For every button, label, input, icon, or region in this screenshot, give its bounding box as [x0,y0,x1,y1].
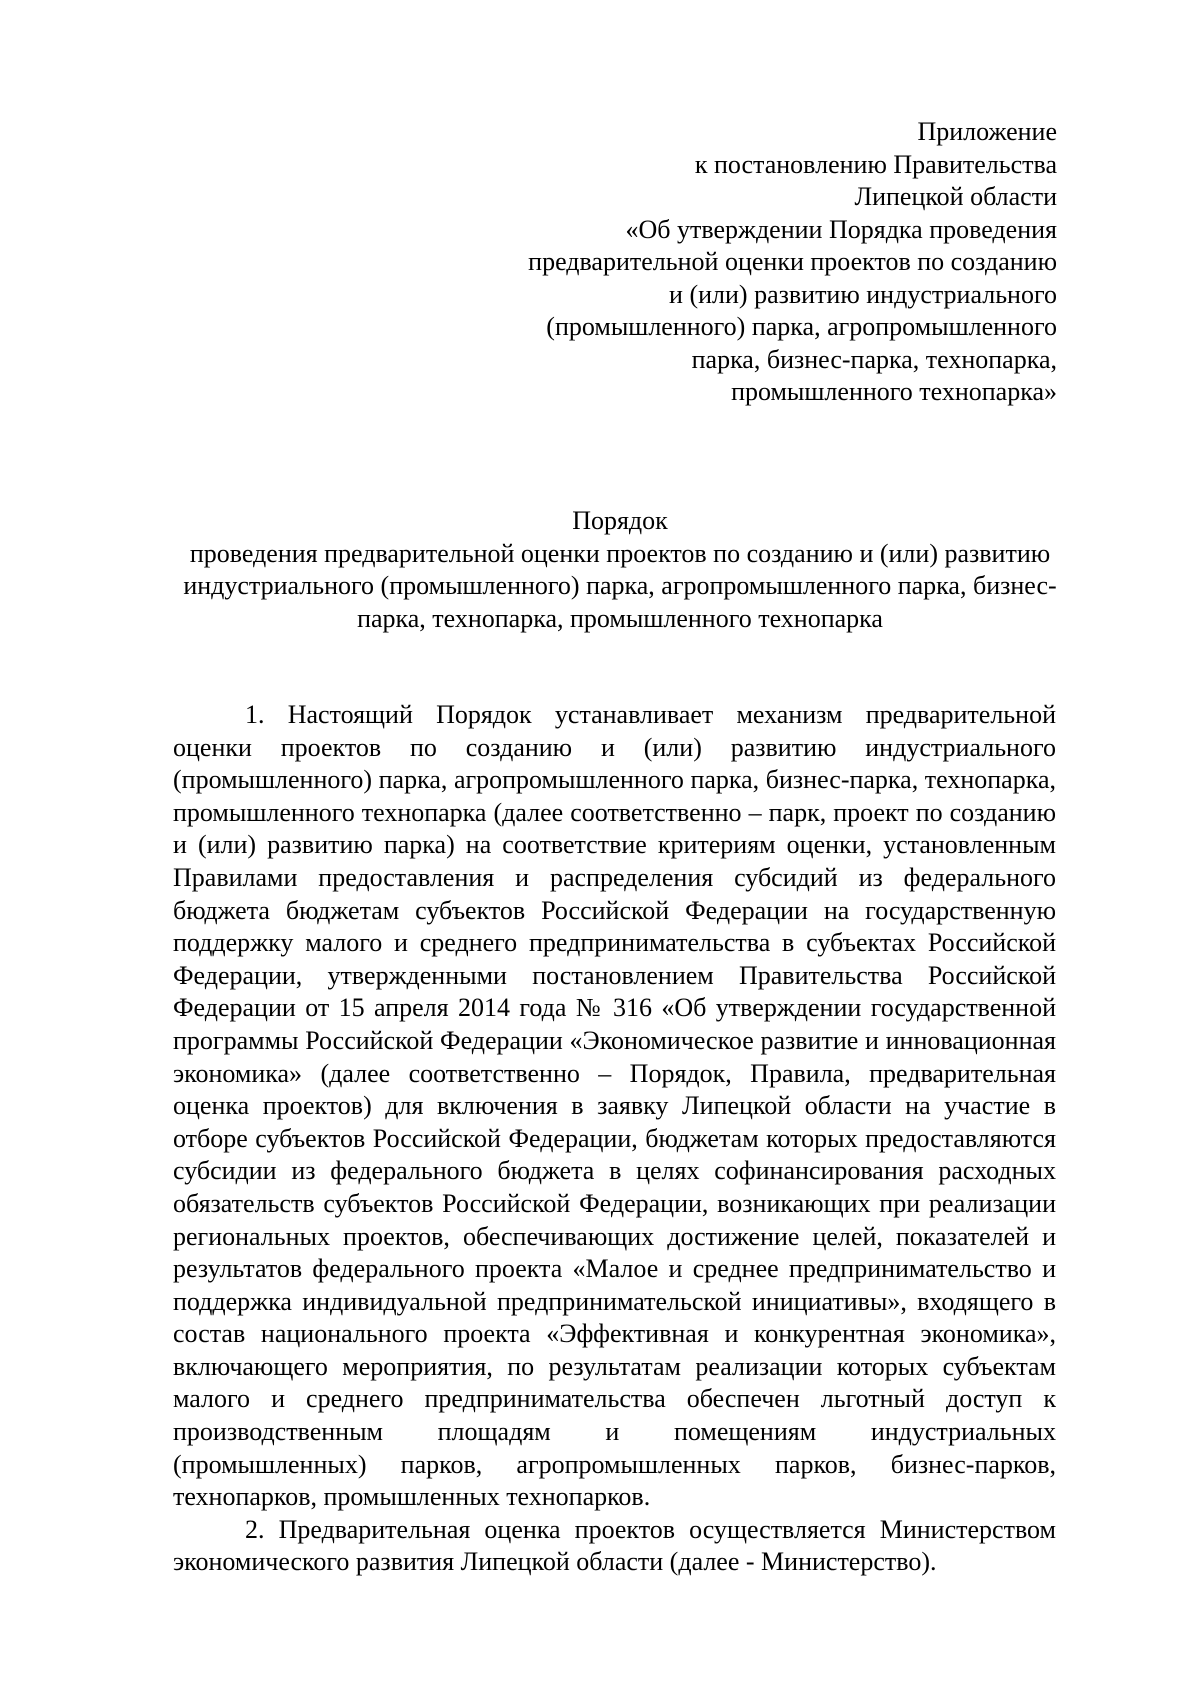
appendix-line: парка, бизнес-парка, технопарка, [691,344,1057,374]
appendix-line: «Об утверждении Порядка проведения [625,214,1057,244]
document-title [180,505,1060,635]
document-body [173,699,1056,1579]
title-line: парка, технопарка, промышленного технопарка [357,603,883,633]
paragraph-1: 1. Настоящий Порядок устанавливает механизм предварительной оценки проектов по созданию и (или) развитию индустриального (промышленного) парка, агропромышленного парка, бизнес-парка, технопарка, промышленного технопарка (далее соответственно – парк, проект по созданию и (или) развитию парка) на соответствие критериям оценки, установленным Правилами предоставления и распределения субсидий из федерального бюджета бюджетам субъектов Российской Федерации на государственную поддержку малого и среднего предпринимательства в субъектах Российской Федерации, утвержденными постановлением Правительства Российской Федерации от 15 апреля 2014 года № 316 «Об утверждении государственной программы Российской Федерации «Экономическое развитие и инновационная экономика» (далее соответственно – Порядок, Правила, предварительная оценка проектов) для включения в заявку Липецкой области на участие в отборе субъектов Российской Федерации, бюджетам которых предоставляются субсидии из федерального бюджета в целях софинансирования расходных обязательств субъектов Российской Федерации, возникающих при реализации региональных проектов, обеспечивающих достижение целей, показателей и результатов федерального проекта «Малое и среднее предпринимательство и поддержка индивидуальной предпринимательской инициативы», входящего в состав национального проекта «Эффективная и конкурентная экономика», включающего мероприятия, по результатам реализации которых субъектам малого и среднего предпринимательства обеспечен льготный доступ к производственным площадям и помещениям индустриальных (промышленных) парков, агропромышленных парков, бизнес-парков, технопарков, промышленных технопарков. [173,700,1056,1512]
paragraph-2: 2. Предварительная оценка проектов осуществляется Министерством экономического развития Липецкой области (далее - Министерство). [173,1514,1056,1577]
appendix-header [417,116,1057,409]
appendix-line: Приложение [917,117,1057,146]
title-line: проведения предварительной оценки проектов по созданию и (или) развитию [189,538,1051,568]
appendix-line: Липецкой области [854,182,1057,211]
appendix-line: и (или) развитию индустриального [669,279,1057,309]
appendix-line: (промышленного) парка, агропромышленного [546,312,1057,341]
appendix-line: предварительной оценки проектов по созданию [528,247,1057,276]
title-line: индустриального (промышленного) парка, агропромышленного парка, бизнес- [183,571,1057,600]
appendix-line: промышленного технопарка» [731,377,1057,406]
appendix-line: к постановлению Правительства [694,149,1057,179]
title-heading: Порядок [572,506,668,535]
